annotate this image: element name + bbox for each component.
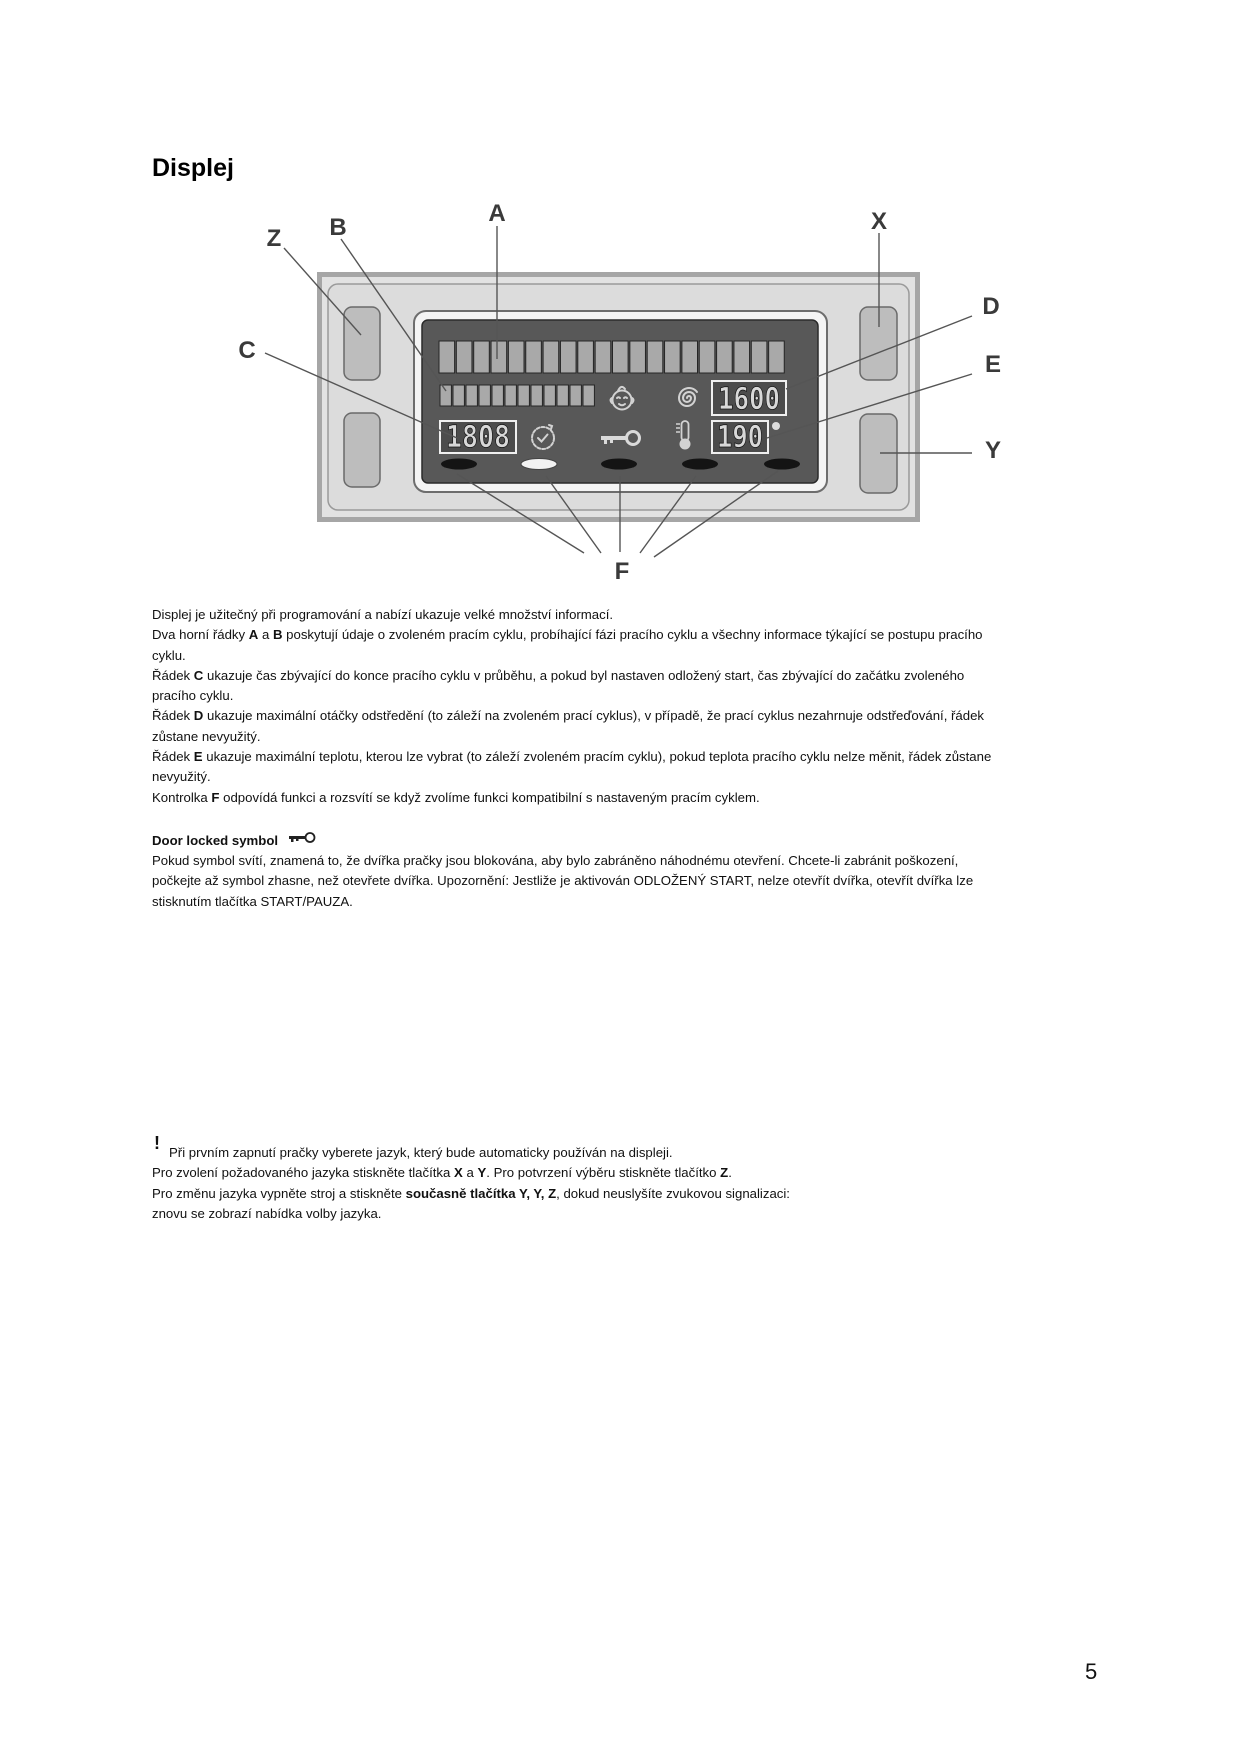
door-locked-description <box>152 851 973 912</box>
temperature-digits: 190 <box>717 420 763 455</box>
text-line <box>152 1143 790 1163</box>
door-locked-heading <box>152 830 316 850</box>
callout-b: B <box>329 214 347 241</box>
bold-text: F <box>211 789 220 805</box>
text: a <box>258 627 273 643</box>
row-a-segment <box>682 341 698 373</box>
text: Při prvním zapnutí pračky vyberete jazyk, který bude automaticky používán na displeji. <box>169 1145 673 1160</box>
text: Pro zvolení požadovaného jazyka stiskněte tlačítka <box>152 1165 455 1181</box>
row-a-segment <box>474 341 490 373</box>
bold-text: X <box>454 1165 463 1181</box>
row-a-segment <box>613 341 629 373</box>
bold-text: Y <box>477 1165 487 1181</box>
bold-text: B <box>272 627 283 643</box>
page-number: 5 <box>1085 1659 1098 1684</box>
text-line <box>152 666 991 686</box>
row-a-segment <box>560 341 576 373</box>
row-a-segment <box>439 341 455 373</box>
text: ukazuje maximální otáčky odstředění (to záleží na zvoleném prací cyklus), v případě, že prací cyklus nezahrnuje odstřeďování, řádek <box>203 708 985 724</box>
callout-z: Z <box>266 225 282 252</box>
degree-dot <box>772 422 780 430</box>
spin-speed-digits: 1600 <box>718 382 780 417</box>
row-a-segment <box>717 341 733 373</box>
text-line <box>152 605 991 625</box>
bold-text: současně tlačítka Y, Y, Z <box>405 1185 557 1201</box>
text: znovu se zobrazí nabídka volby jazyka. <box>152 1205 382 1221</box>
callout-x: X <box>870 208 888 235</box>
text-line <box>152 1184 790 1204</box>
text-line <box>152 686 991 706</box>
text-line <box>152 727 991 747</box>
text: . <box>728 1165 732 1181</box>
text: zůstane nevyužitý. <box>152 728 261 744</box>
row-a-segment <box>526 341 542 373</box>
row-b-segment <box>583 385 594 406</box>
button-left-lower <box>344 413 380 487</box>
bold-text: E <box>193 749 203 765</box>
text: poskytují údaje o zvoleném pracím cyklu, probíhající fázi pracího cyklu a všechny informace týkající se postupu pracího <box>282 627 983 643</box>
row-a-segment <box>456 341 472 373</box>
bold-text: A <box>248 627 259 643</box>
button-z <box>344 307 380 380</box>
callout-e: E <box>984 351 1002 378</box>
row-a-segment <box>578 341 594 373</box>
language-note <box>152 1143 790 1224</box>
bold-text: D <box>193 708 204 724</box>
callout-f: F <box>614 558 630 585</box>
text-line <box>152 788 991 808</box>
row-b-segment <box>440 385 451 406</box>
text: Pro změnu jazyka vypněte stroj a stiskněte <box>152 1185 406 1201</box>
text: Řádek <box>152 749 194 765</box>
callout-d: D <box>982 293 1000 320</box>
key-icon <box>288 830 316 844</box>
row-a-segment <box>508 341 524 373</box>
bold-text: C <box>193 667 204 683</box>
text-line <box>152 1204 790 1224</box>
warning-marker: ! <box>154 1133 160 1153</box>
callout-a: A <box>488 200 506 227</box>
row-b-segment <box>518 385 529 406</box>
text: Dva horní řádky <box>152 627 249 643</box>
text-line <box>152 767 991 787</box>
text-line <box>152 646 991 666</box>
display-description <box>152 605 991 808</box>
text-line <box>152 706 991 726</box>
row-b-segment <box>570 385 581 406</box>
indicator-f-4 <box>682 459 718 470</box>
text: Displej je užitečný při programování a nabízí ukazuje velké množství informací. <box>152 607 614 622</box>
row-a-segment <box>647 341 663 373</box>
text: ukazuje maximální teplotu, kterou lze vybrat (to záleží zvoleném pracím cyklu), pokud teplota pracího cyklu nelze měnit, řádek zůstane <box>202 749 992 765</box>
row-b-segment <box>479 385 490 406</box>
text: cyklu. <box>152 647 186 663</box>
text-line <box>152 1163 790 1183</box>
text: a <box>462 1165 478 1181</box>
row-a-segment <box>665 341 681 373</box>
indicator-f-3 <box>601 459 637 470</box>
callout-c: C <box>238 337 256 364</box>
time-digits: 1808 <box>446 420 510 455</box>
row-a-segment <box>751 341 767 373</box>
indicator-f-5 <box>764 459 800 470</box>
row-b-segment <box>505 385 516 406</box>
page-title: Displej <box>152 154 234 182</box>
text-line: počkejte až symbol zhasne, než otevřete dvířka. Upozornění: Jestliže je aktivován ODLOŽENÝ START, nelze otevřít dvířka, otevřít dvířka lze <box>152 873 974 889</box>
text-line <box>152 625 991 645</box>
text: , dokud neuslyšíte zvukovou signalizaci: <box>556 1185 790 1201</box>
row-b-segment <box>492 385 503 406</box>
text: pracího cyklu. <box>152 688 234 704</box>
text-line <box>152 747 991 767</box>
text: Řádek <box>152 708 194 724</box>
row-b-segment <box>453 385 464 406</box>
row-b-segment <box>531 385 542 406</box>
row-a-segment <box>699 341 715 373</box>
text-line: Pokud symbol svítí, znamená to, že dvířka pračky jsou blokována, aby bylo zabráněno náhodnému otevření. Chcete-li zabránit poškození, <box>152 853 959 868</box>
text: odpovídá funkci a rozsvítí se když zvolíme funkci kompatibilní s nastaveným pracím cyklem. <box>219 789 760 805</box>
door-locked-heading-text: Door locked symbol <box>152 832 279 848</box>
indicator-f-2 <box>521 459 557 470</box>
row-b-segment <box>557 385 568 406</box>
text-line: stisknutím tlačítka START/PAUZA. <box>152 893 353 909</box>
text: . Pro potvrzení výběru stiskněte tlačítko <box>486 1165 721 1181</box>
row-a-segment <box>630 341 646 373</box>
row-a-segment <box>769 341 785 373</box>
row-a-segment <box>734 341 750 373</box>
indicator-f-1 <box>441 459 477 470</box>
row-b-segment <box>544 385 555 406</box>
row-b-segment <box>466 385 477 406</box>
row-a-segment <box>543 341 559 373</box>
text: Řádek <box>152 667 194 683</box>
row-a-segment <box>491 341 507 373</box>
text: ukazuje čas zbývající do konce pracího cyklu v průběhu, a pokud byl nastaven odložený start, čas zbývající do začátku zvoleného <box>203 667 965 683</box>
row-a-segment <box>595 341 611 373</box>
bold-text: Z <box>720 1165 729 1181</box>
display-diagram <box>0 0 1241 600</box>
text: nevyužitý. <box>152 769 211 785</box>
text: Kontrolka <box>152 789 212 805</box>
callout-y: Y <box>984 437 1002 464</box>
